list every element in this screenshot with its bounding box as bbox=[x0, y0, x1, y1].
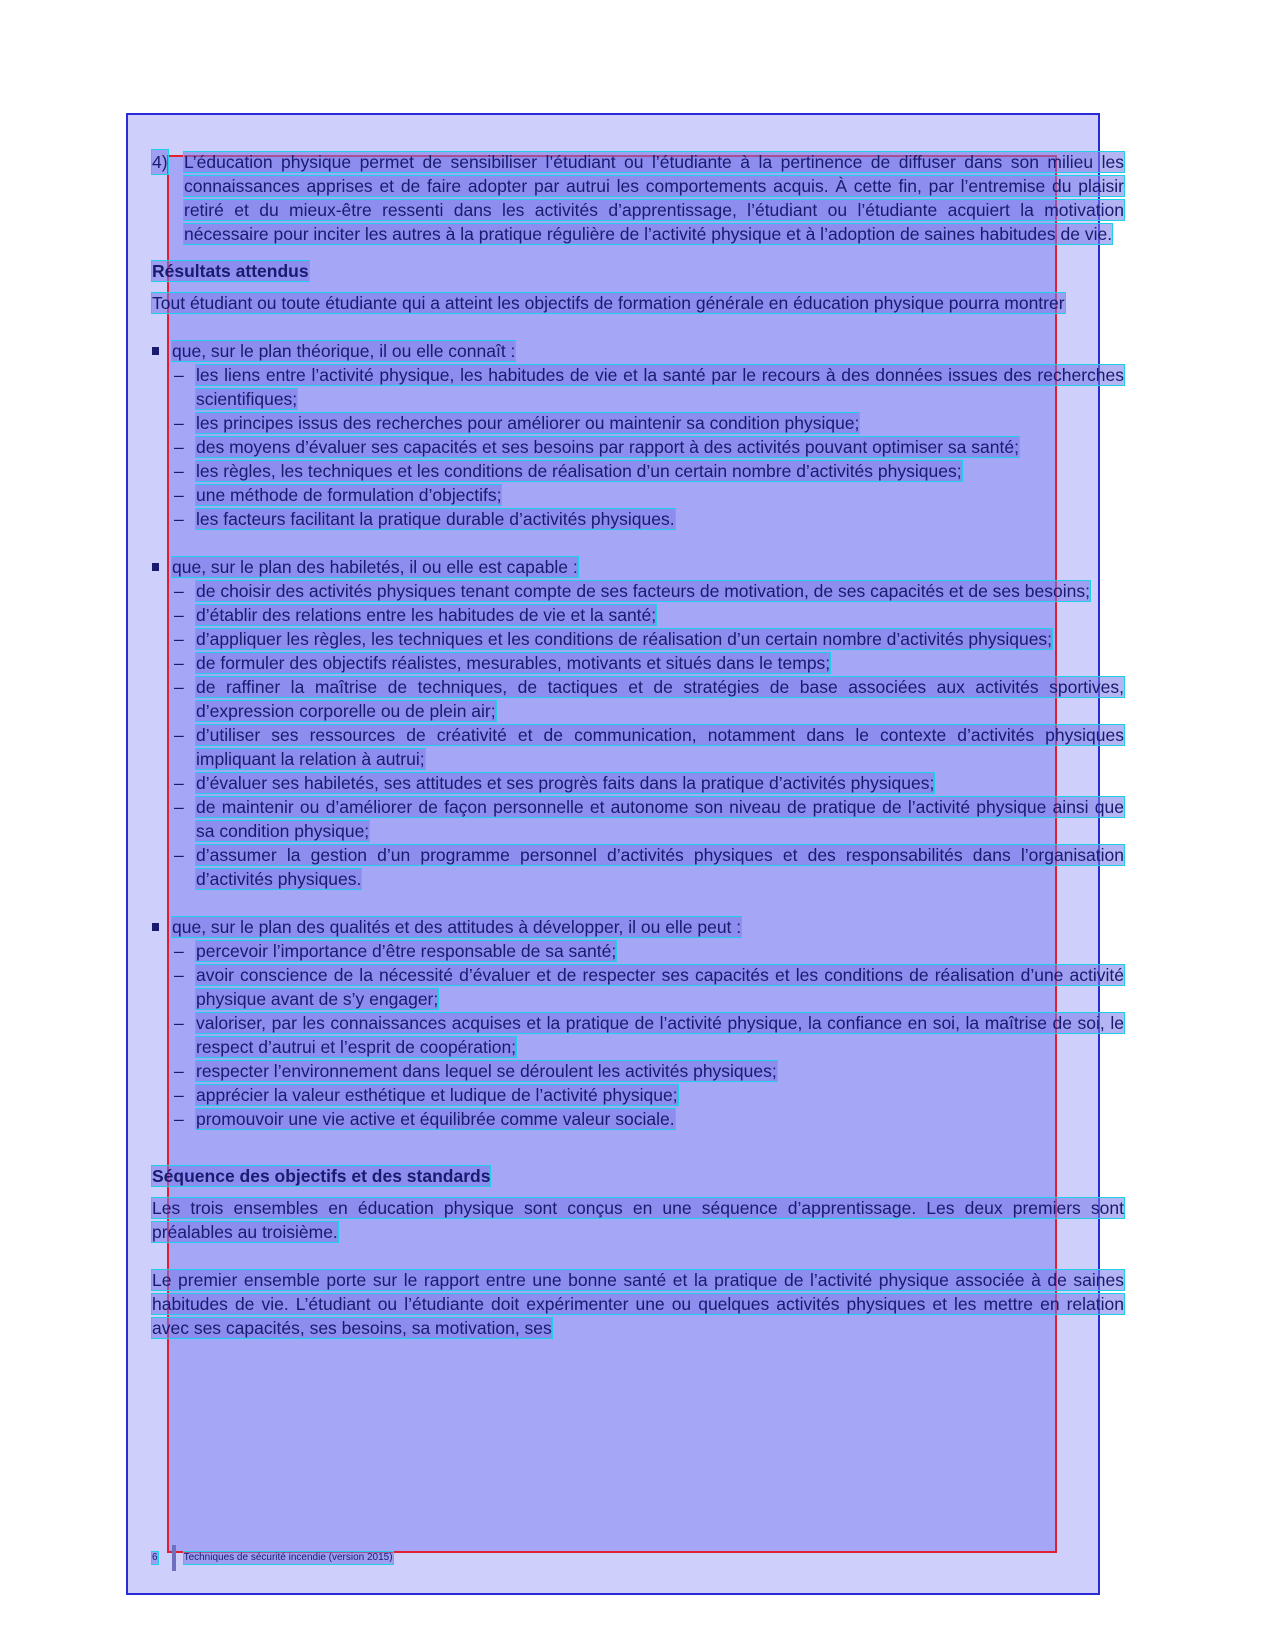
qualites-lead: que, sur le plan des qualités et des attitudes à développer, il ou elle peut : bbox=[152, 915, 1124, 939]
list-item: – les facteurs facilitant la pratique durable d’activités physiques. bbox=[174, 509, 675, 529]
habiletes-lead: que, sur le plan des habiletés, il ou elle est capable : bbox=[152, 555, 1124, 579]
list-item: – apprécier la valeur esthétique et ludique de l’activité physique; bbox=[174, 1085, 678, 1105]
footer-text: Techniques de sécurité incendie (version 2015) bbox=[183, 1552, 393, 1563]
resultats-intro: Tout étudiant ou toute étudiante qui a atteint les objectifs de formation générale en éducation physique pourra montrer bbox=[152, 293, 1065, 313]
footer-divider bbox=[172, 1545, 176, 1571]
square-bullet-icon bbox=[152, 923, 159, 931]
section-heading-sequence: Séquence des objectifs et des standards bbox=[152, 1166, 491, 1186]
list-item: – des moyens d’évaluer ses capacités et ses besoins par rapport à des activités pouvant optimiser sa santé; bbox=[174, 437, 1019, 457]
list-item: – promouvoir une vie active et équilibrée comme valeur sociale. bbox=[174, 1109, 675, 1129]
list-item: – de raffiner la maîtrise de techniques, de tactiques et de stratégies de base associées aux activités sportives, d’expression corporelle ou de plein air; bbox=[174, 677, 1124, 721]
section-heading-resultats: Résultats attendus bbox=[152, 261, 309, 281]
list-item: – de choisir des activités physiques tenant compte de ses facteurs de motivation, de ses capacités et de ses besoins; bbox=[174, 581, 1090, 601]
theorique-lead: que, sur le plan théorique, il ou elle connaît : bbox=[152, 339, 1124, 363]
list-item: – d’établir des relations entre les habitudes de vie et la santé; bbox=[174, 605, 657, 625]
list-item: – les liens entre l’activité physique, les habitudes de vie et la santé par le recours à des données issues des recherches scientifiques; bbox=[174, 365, 1124, 409]
item-text: L’éducation physique permet de sensibiliser l’étudiant ou l’étudiante à la pertinence de diffuser dans son milieu les connaissances apprises et de faire adopter par autrui les comportements acquis. À cette fin, par l’entremise du plaisir retiré et du mieux-être ressenti dans les activités d’apprentissage, l’étudiant ou l’étudiante acquiert la motivation nécessaire pour inciter les autres à la pratique régulière de l’activité physique et à l’adoption de saines habitudes de vie. bbox=[184, 152, 1124, 244]
list-item: – les règles, les techniques et les conditions de réalisation d’un certain nombre d’activités physiques; bbox=[174, 461, 962, 481]
sequence-paragraph-1: Les trois ensembles en éducation physique sont conçus en une séquence d’apprentissage. Les deux premiers sont préalables au troisième. bbox=[152, 1198, 1124, 1242]
sequence-paragraph-2: Le premier ensemble porte sur le rapport entre une bonne santé et la pratique de l’activité physique associée à de saines habitudes de vie. L’étudiant ou l’étudiante doit expérimenter une ou quelques activités physiques et les mettre en relation avec ses capacités, ses besoins, sa motivation, ses bbox=[152, 1270, 1124, 1338]
list-item: – avoir conscience de la nécessité d’évaluer et de respecter ses capacités et les conditions de réalisation d’une activité physique avant de s’y engager; bbox=[174, 965, 1124, 1009]
list-item: – d’évaluer ses habiletés, ses attitudes et ses progrès faits dans la pratique d’activités physiques; bbox=[174, 773, 935, 793]
list-item: – d’assumer la gestion d’un programme personnel d’activités physiques et des responsabilités dans l’organisation d’activités physiques. bbox=[174, 845, 1124, 889]
list-item: – d’appliquer les règles, les techniques et les conditions de réalisation d’un certain nombre d’activités physiques; bbox=[174, 629, 1053, 649]
numbered-paragraph-4 bbox=[152, 150, 1124, 246]
item-number: 4) bbox=[152, 152, 168, 172]
square-bullet-icon bbox=[152, 563, 159, 571]
list-item: – percevoir l’importance d’être responsable de sa santé; bbox=[174, 941, 617, 961]
list-item: – valoriser, par les connaissances acquises et la pratique de l’activité physique, la confiance en soi, la maîtrise de soi, le respect d’autrui et l’esprit de coopération; bbox=[174, 1013, 1124, 1057]
page-number: 6 bbox=[152, 1552, 158, 1563]
page-footer bbox=[152, 1545, 393, 1571]
square-bullet-icon bbox=[152, 347, 159, 355]
list-item: – de maintenir ou d’améliorer de façon personnelle et autonome son niveau de pratique de l’activité physique ainsi que sa condition physique; bbox=[174, 797, 1124, 841]
list-item: – les principes issus des recherches pour améliorer ou maintenir sa condition physique; bbox=[174, 413, 860, 433]
qualites-list bbox=[152, 939, 1124, 1131]
list-item: – respecter l’environnement dans lequel se déroulent les activités physiques; bbox=[174, 1061, 777, 1081]
document-body bbox=[152, 150, 1124, 1340]
list-item: – une méthode de formulation d’objectifs; bbox=[174, 485, 502, 505]
habiletes-list bbox=[152, 579, 1124, 891]
list-item: – de formuler des objectifs réalistes, mesurables, motivants et situés dans le temps; bbox=[174, 653, 831, 673]
list-item: – d’utiliser ses ressources de créativité et de communication, notamment dans le contexte d’activités physiques impliquant la relation à autrui; bbox=[174, 725, 1124, 769]
theorique-list bbox=[152, 363, 1124, 531]
